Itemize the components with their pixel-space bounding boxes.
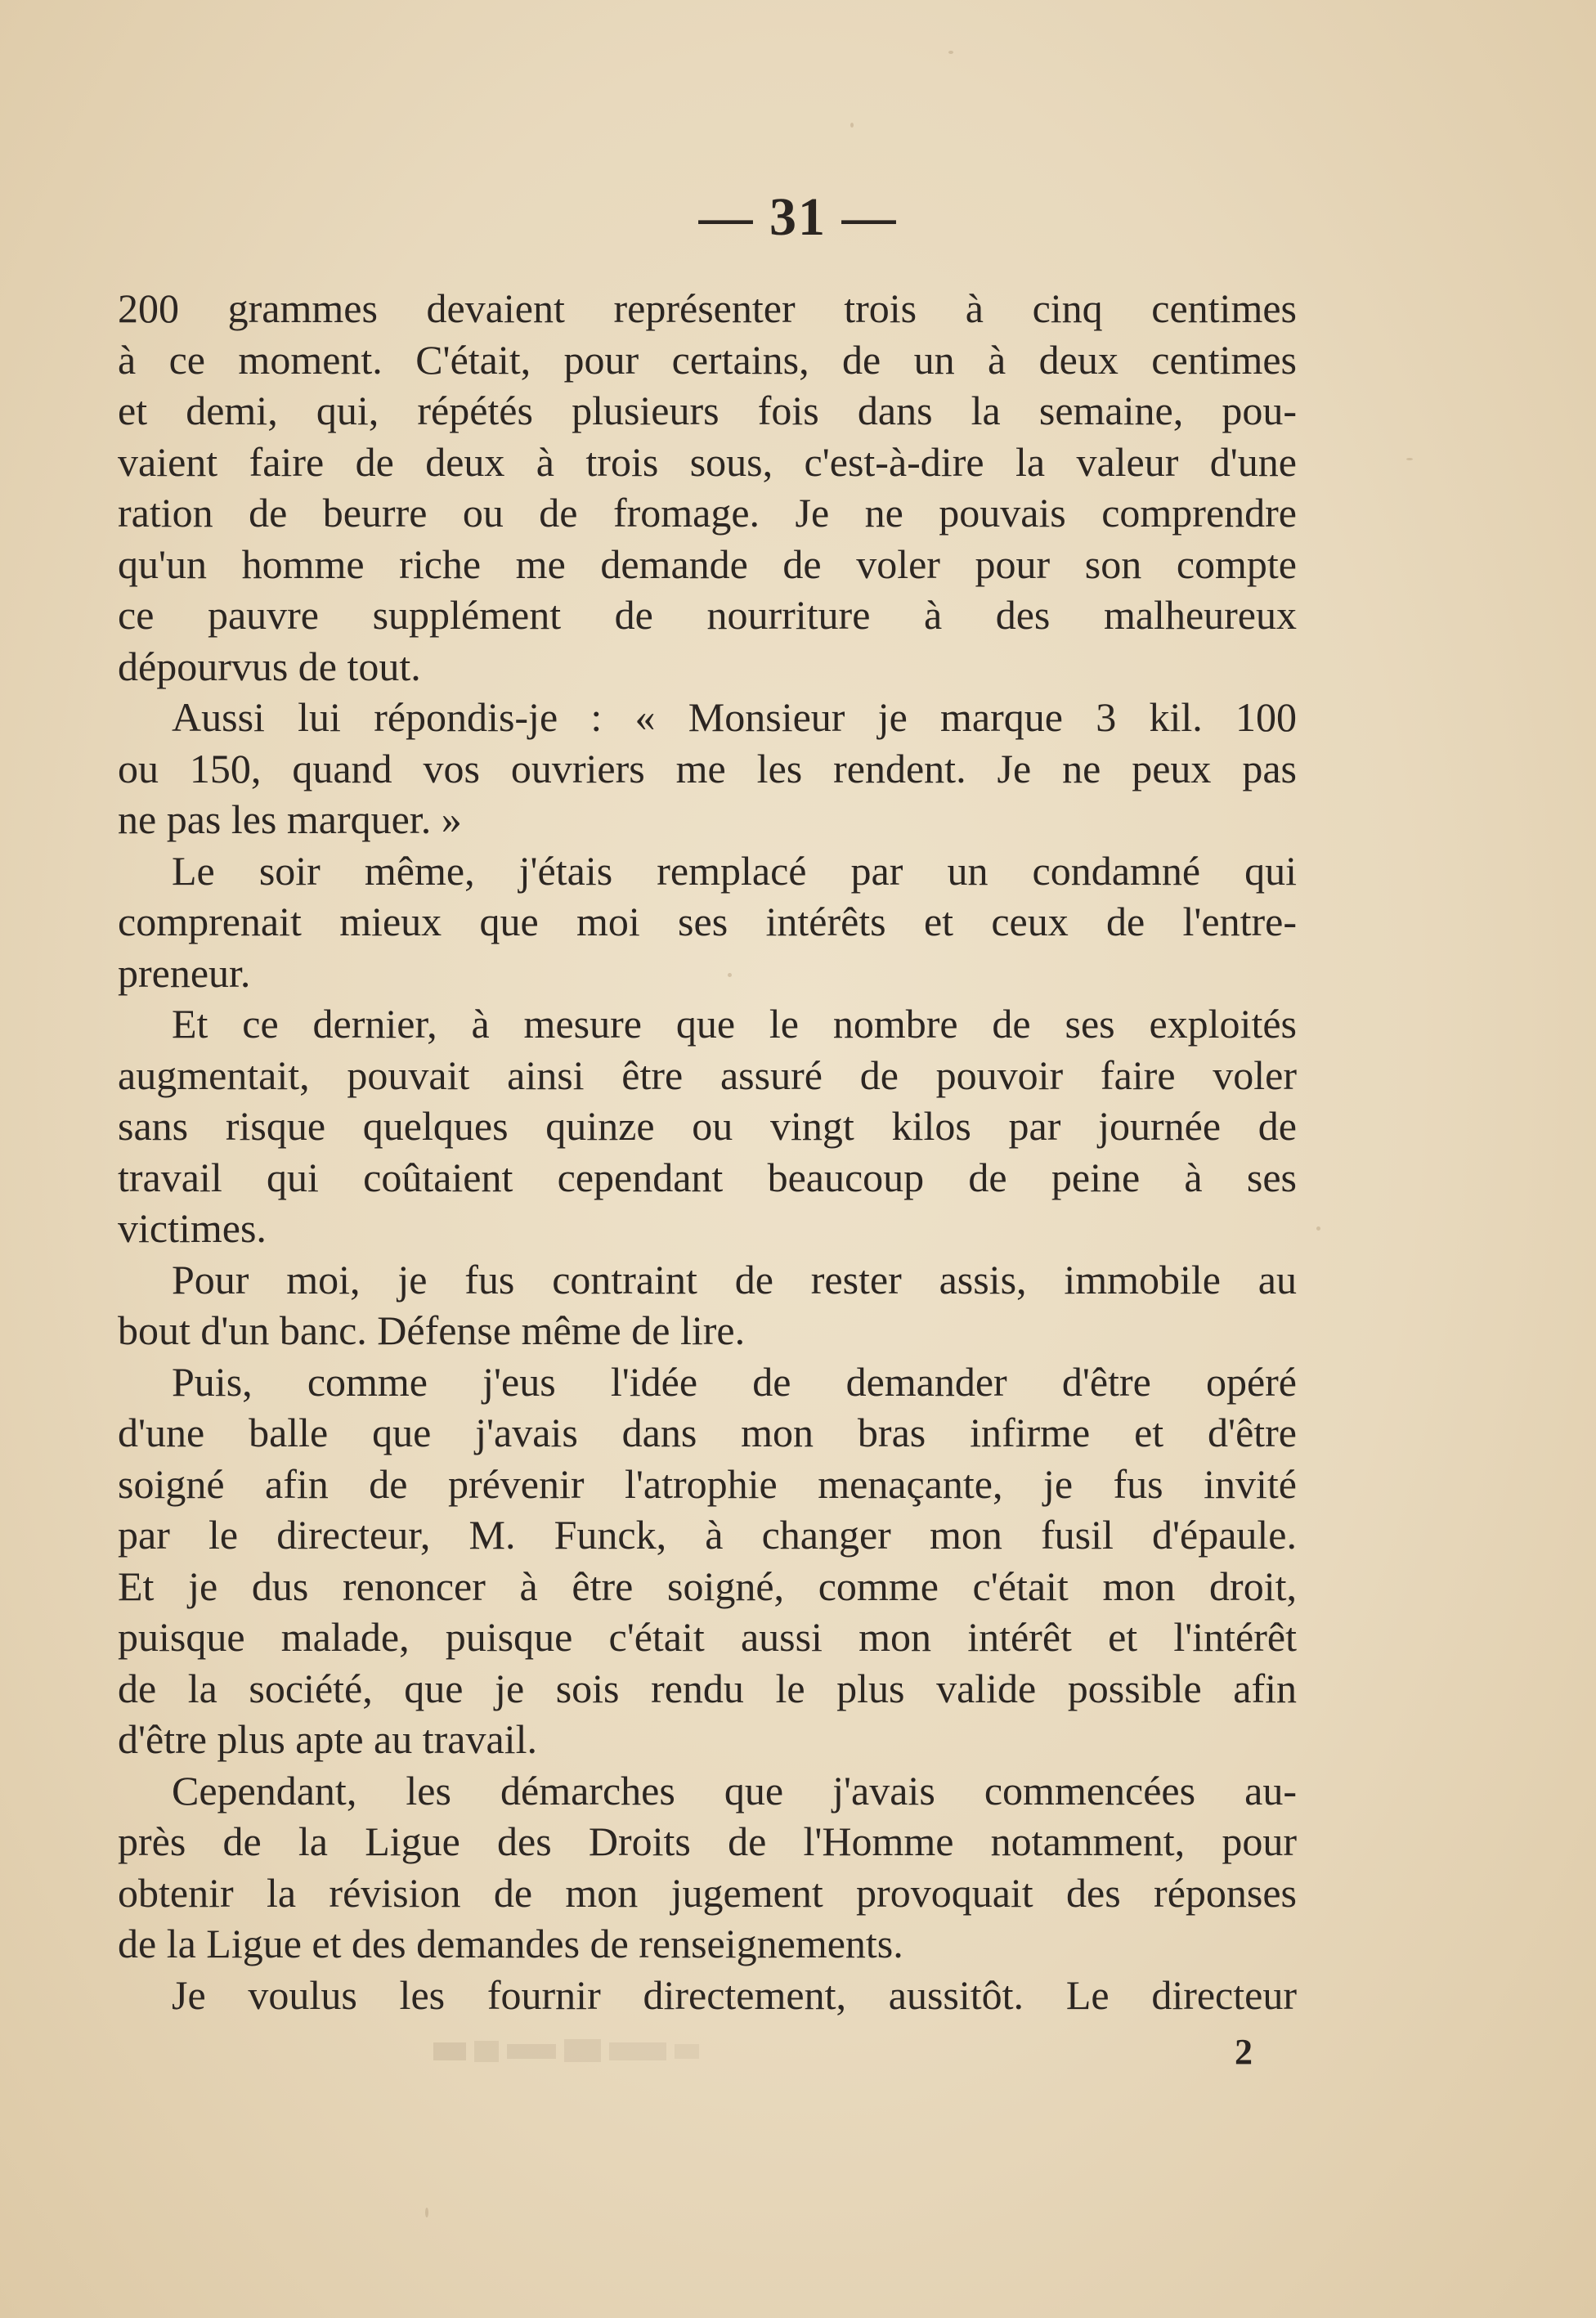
text-line: preneur. [118, 949, 251, 996]
text-line: 200 grammes devaient représenter trois à cinq centimes [118, 285, 1297, 331]
text-line: Le soir même, j'étais remplacé par un condamné qui [172, 847, 1297, 894]
text-line: d'une balle que j'avais dans mon bras infirme et d'être [118, 1410, 1297, 1455]
text-line: ne pas les marquer. » [118, 796, 462, 842]
text-line: à ce moment. C'était, pour certains, de un à deux centimes [118, 336, 1297, 383]
paper-speck [728, 973, 732, 977]
text-line: augmentait, pouvait ainsi être assuré de pouvoir faire voler [118, 1051, 1297, 1098]
text-line: comprenait mieux que moi ses intérêts et ceux de l'entre- [118, 899, 1297, 944]
text-line: ce pauvre supplément de nourriture à des malheureux [118, 592, 1297, 638]
text-line: par le directeur, M. Funck, à changer mon fusil d'épaule. [118, 1512, 1297, 1558]
text-line: Cependant, les démarches que j'avais commencées au- [172, 1767, 1297, 1814]
text-line: Je voulus les fournir directement, aussitôt. Le directeur [172, 1971, 1297, 2018]
paragraph [118, 692, 1297, 845]
text-line: qu'un homme riche me demande de voler pour son compte [118, 540, 1297, 587]
text-line: de la société, que je sois rendu le plus valide possible afin [118, 1665, 1297, 1711]
paper-speck [948, 51, 953, 54]
text-line: obtenir la révision de mon jugement provoquait des réponses [118, 1869, 1297, 1916]
text-line: ration de beurre ou de fromage. Je ne pouvais comprendre [118, 490, 1297, 536]
paragraph [118, 1254, 1297, 1356]
text-line: vaient faire de deux à trois sous, c'est-à-dire la valeur d'une [118, 438, 1297, 485]
paper-speck [850, 123, 854, 128]
text-line: travail qui coûtaient cependant beaucoup de peine à ses [118, 1154, 1297, 1200]
paper-speck [425, 2208, 428, 2217]
paragraph [118, 1970, 1297, 2021]
page-number: — 31 — [698, 187, 898, 247]
paragraph [118, 998, 1297, 1254]
paragraph [118, 1356, 1297, 1765]
paper-speck [1406, 458, 1413, 460]
text-line: Puis, comme j'eus l'idée de demander d'être opéré [172, 1358, 1297, 1405]
text-line: dépourvus de tout. [118, 643, 421, 689]
text-line: soigné afin de prévenir l'atrophie menaçante, je fus invité [118, 1460, 1297, 1507]
text-line: sans risque quelques quinze ou vingt kilos par journée de [118, 1103, 1297, 1149]
text-line: Et ce dernier, à mesure que le nombre de ses exploités [172, 1001, 1297, 1047]
paragraph [118, 283, 1297, 692]
printer-mark-smudge [433, 2034, 711, 2070]
text-line: et demi, qui, répétés plusieurs fois dans la semaine, pou- [118, 388, 1297, 433]
text-line: Et je dus renoncer à être soigné, comme c'était mon droit, [118, 1563, 1297, 1609]
body-text [118, 283, 1297, 2020]
text-line: victimes. [118, 1205, 267, 1251]
text-line: Aussi lui répondis-je : « Monsieur je marque 3 kil. 100 [172, 694, 1297, 740]
text-line: près de la Ligue des Droits de l'Homme notamment, pour [118, 1818, 1297, 1864]
text-line: Pour moi, je fus contraint de rester assis, immobile au [172, 1256, 1297, 1302]
text-line: d'être plus apte au travail. [118, 1716, 537, 1762]
paragraph [118, 1765, 1297, 1970]
paragraph [118, 845, 1297, 999]
text-line: de la Ligue et des demandes de renseignements. [118, 1921, 903, 1966]
signature-mark: 2 [1235, 2032, 1253, 2072]
text-line: puisque malade, puisque c'était aussi mon intérêt et l'intérêt [118, 1614, 1297, 1660]
paper-speck [1316, 1226, 1320, 1231]
text-line: bout d'un banc. Défense même de lire. [118, 1307, 746, 1353]
text-line: ou 150, quand vos ouvriers me les rendent. Je ne peux pas [118, 745, 1297, 791]
